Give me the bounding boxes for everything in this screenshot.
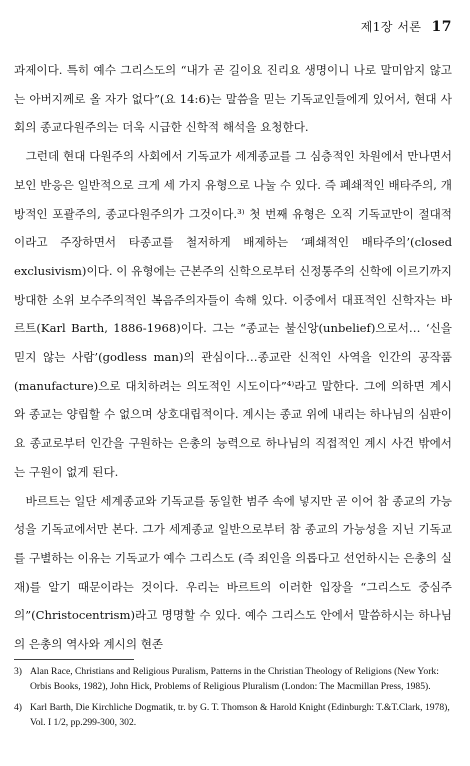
running-head [361, 18, 452, 35]
chapter-title: 제1장 서론 [360, 20, 422, 34]
paragraph-3: 바르트는 일단 세계종교와 기독교를 동일한 범주 속에 넣지만 곧 이어 참 종교의 가능성을 기독교에서만 본다. 그가 세계종교 일반으로부터 참 종교의 가능성을 지닌 기독교를 구별하는 이유는 기독교가 예수 그리스도 (즉 죄인을 의롭다고 선언하시는 은총의 실재)를 알기 때문이라는 것이다. 우리는 바르트의 이러한 입장을 “그리스도 중심주의”(Christocentrism)라고 명명할 수 있다. 예수 그리스도 안에서 말씀하시는 하나님의 은총의 역사와 계시의 현존 [14, 493, 452, 652]
footnote-text: Alan Race, Christians and Religious Puralism, Patterns in the Christian Theology of Religions (New York: Orbis Books, 1982), John Hick, Problems of Religious Pluralism (London: The Macmillan Press, 1985). [30, 666, 439, 692]
footnote-divider [14, 659, 134, 660]
page-number: 17 [431, 19, 452, 35]
footnote-text: Karl Barth, Die Kirchliche Dogmatik, tr. by G. T. Thomson & Harold Knight (Edinburgh: T.&T.Clark, 1978), Vol. I 1/2, pp.299-300, 302. [30, 702, 450, 728]
paragraph-2: 그런데 현대 다원주의 사회에서 기독교가 세계종교를 그 심층적인 차원에서 만나면서 보인 반응은 일반적으로 크게 세 가지 유형으로 나눌 수 있다. 즉 폐쇄적인 배타주의, 개방적인 포괄주의, 종교다원주의가 그것이다.³⁾ 첫 번째 유형은 오직 기독교만이 절대적이라고 주장하면서 타종교를 철저하게 배제하는 ‘폐쇄적인 배타주의’(closed exclusivism)이다. 이 유형에는 근본주의 신학으로부터 신정통주의 신학에 이르기까지 방대한 소위 보수주의적인 복음주의자들이 속해 있다. 이중에서 대표적인 신학자는 바르트(Karl Barth, 1886-1968)이다. 그는 “종교는 불신앙(unbelief)으로서… ‘신을 믿지 않는 사람’(godless man)의 관심이다…종교란 신적인 사역을 인간의 공작품(manufacture)으로 대치하려는 의도적인 시도이다”⁴⁾라고 말한다. 그에 의하면 계시와 종교는 양립할 수 없으며 상호대립적이다. 계시는 종교 위에 내리는 하나님의 심판이요 종교로부터 인간을 구원하는 은총의 능력으로 하나님의 직접적인 계시 사건 밖에서는 구원이 없게 된다. [14, 149, 452, 479]
footnote-marker: 3) [14, 666, 22, 677]
footnote-4 [14, 700, 452, 730]
body-text [14, 56, 452, 659]
footnote-marker: 4) [14, 702, 22, 713]
paragraph-1: 과제이다. 특히 예수 그리스도의 “내가 곧 길이요 진리요 생명이니 나로 말미암지 않고는 아버지께로 올 자가 없다”(요 14:6)는 말씀을 믿는 기독교인들에게 있어서, 현대 사회의 종교다원주의는 더욱 시급한 신학적 해석을 요청한다. [14, 63, 452, 135]
footnote-3 [14, 664, 452, 694]
footnotes [14, 664, 452, 736]
